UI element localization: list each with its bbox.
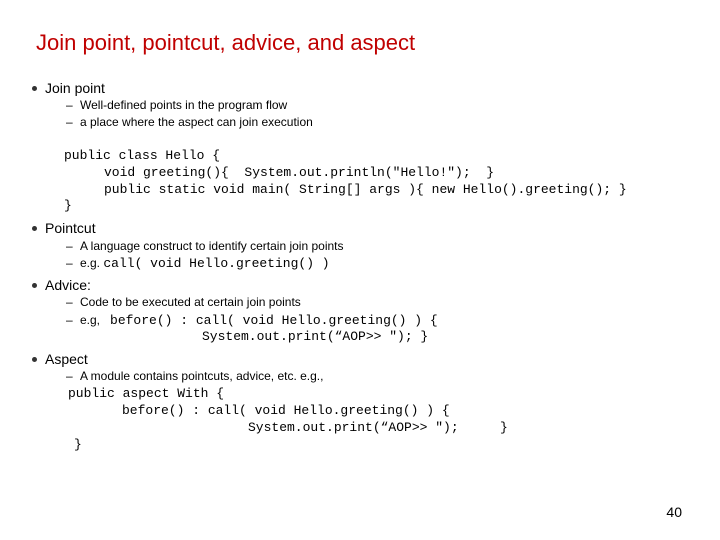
sub-bullet: – a place where the aspect can join execution [66,115,313,129]
bullet-heading: Pointcut [45,220,96,236]
code-line: } [500,420,508,435]
code-line: public class Hello { [64,148,221,163]
code-line: System.out.print(“AOP>> "); } [202,329,429,344]
bullet-aspect [32,351,88,367]
bullet-dot-icon [32,357,37,362]
slide-title: Join point, pointcut, advice, and aspect [36,30,416,55]
code-line: } [64,198,72,213]
sub-bullet-text: e.g. [80,256,101,270]
bullet-dot-icon [32,86,37,91]
sub-bullet-text: Well-defined points in the program flow [80,98,288,112]
code-line: public aspect With { [68,386,225,401]
code-line: public static void main( String[] args ){ new Hello().greeting(); } [104,182,627,197]
code-line: System.out.print(“AOP>> "); [248,420,459,435]
sub-bullet-text: Code to be executed at certain join points [80,295,301,309]
code-inline: before() : call( void Hello.greeting() ) { [110,313,438,328]
bullet-join-point [32,80,105,96]
sub-bullet-text: a place where the aspect can join execution [80,115,313,129]
page-number: 40 [666,504,682,520]
bullet-dot-icon [32,283,37,288]
sub-bullet: – A language construct to identify certain join points [66,239,344,253]
bullet-heading: Join point [45,80,105,96]
bullet-heading: Advice: [45,277,91,293]
sub-bullet: – e.g, before() : call( void Hello.greeting() ) { [66,313,438,328]
code-line: before() : call( void Hello.greeting() ) { [122,403,450,418]
bullet-heading: Aspect [45,351,88,367]
sub-bullet-text: e.g, [80,313,101,327]
sub-bullet-text: A module contains pointcuts, advice, etc. e.g., [80,369,324,383]
sub-bullet: – A module contains pointcuts, advice, etc. e.g., [66,369,324,383]
sub-bullet-text: A language construct to identify certain join points [80,239,344,253]
bullet-pointcut [32,220,96,236]
code-line: void greeting(){ System.out.println("Hello!"); } [104,165,495,180]
sub-bullet: – Code to be executed at certain join points [66,295,301,309]
sub-bullet: – e.g. call( void Hello.greeting() ) [66,256,330,271]
code-inline: call( void Hello.greeting() ) [103,256,330,271]
bullet-dot-icon [32,226,37,231]
sub-bullet: – Well-defined points in the program flow [66,98,288,112]
bullet-advice [32,277,91,293]
code-line: } [74,437,82,452]
